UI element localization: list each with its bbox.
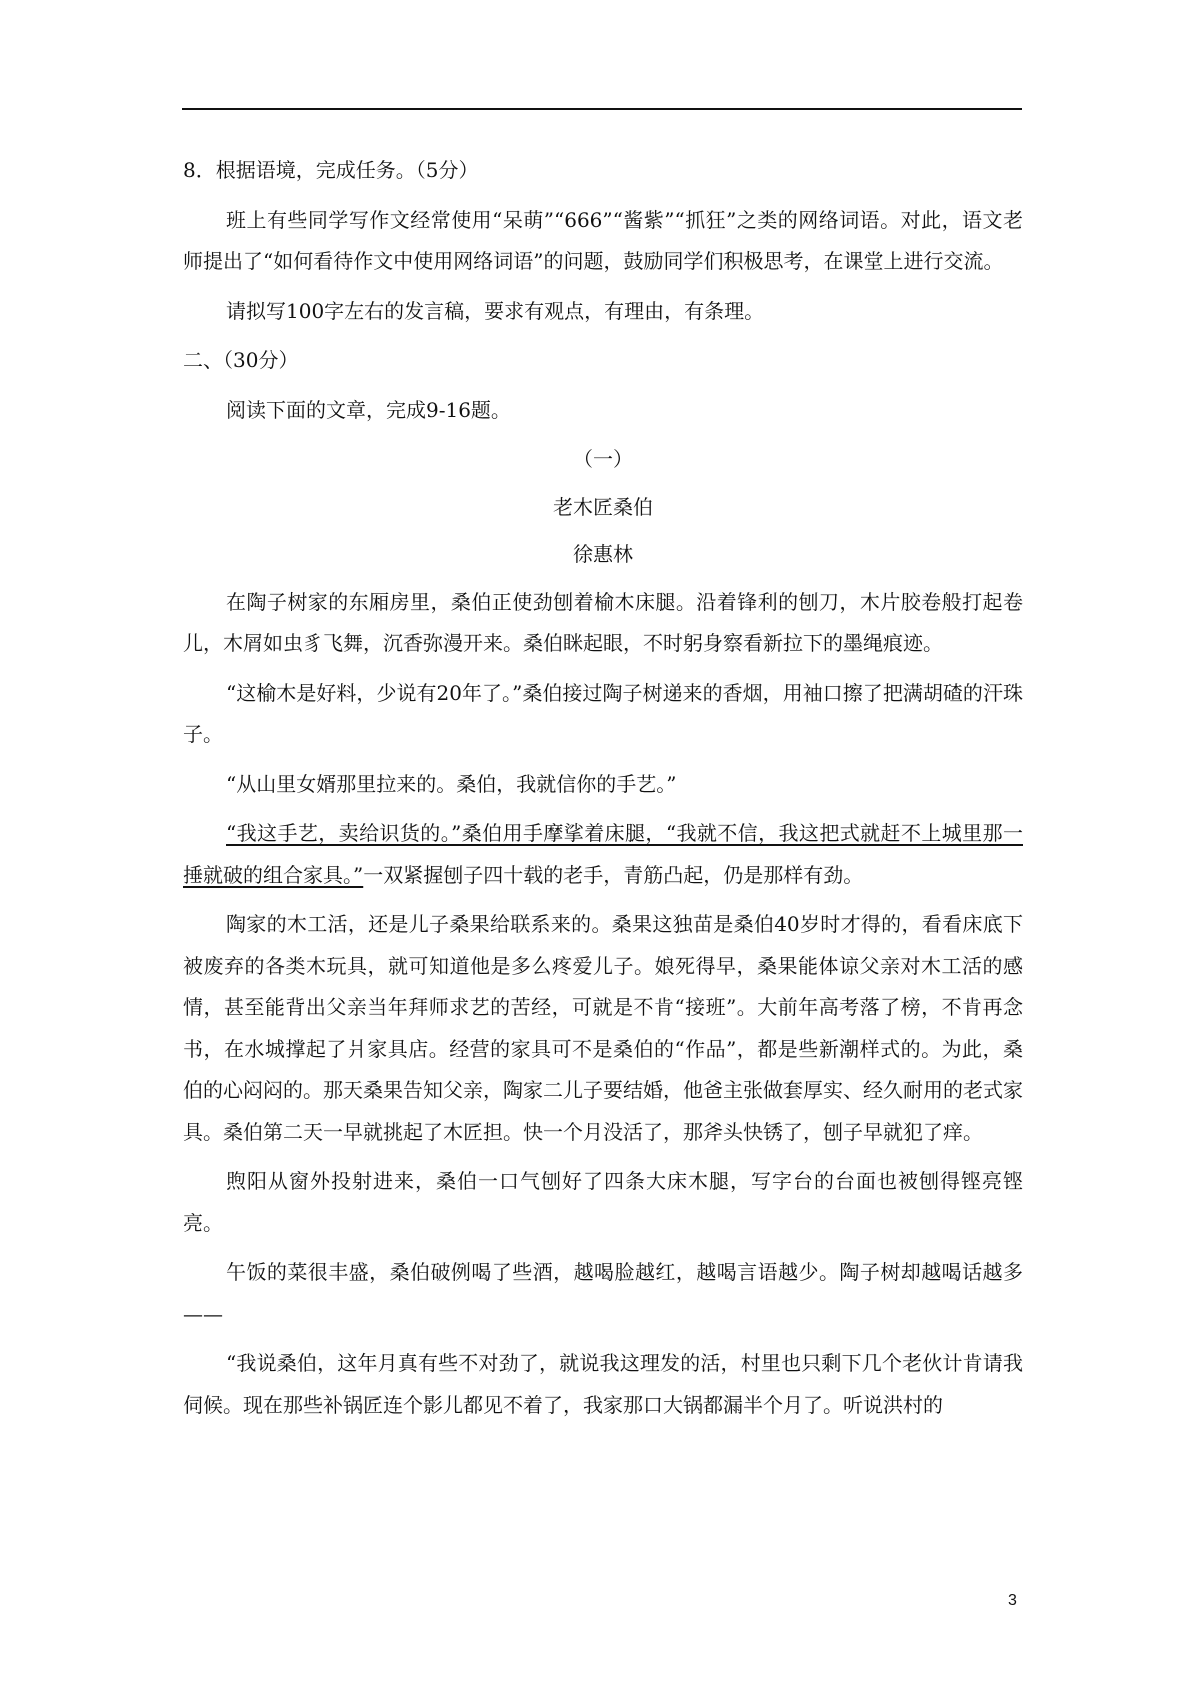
- article-paragraph-3: “从山里女婿那里拉来的。桑伯，我就信你的手艺。”: [226, 771, 677, 796]
- header-rule: [182, 108, 1022, 110]
- article-paragraph-8: “我说桑伯，这年月真有些不对劲了，就说我这理发的活，村里也只剩下几个老伙计肯请我伺候。现在那些补锅匠连个影儿都见不着了，我家那口大锅都漏半个月了。听说洪村的: [183, 1351, 1023, 1417]
- underlined-quote: “我这手艺，卖给识货的。”桑伯用手摩挲着床腿，“我就不信，我这把式就赶不上城里那一捶就破的组合家具。”: [183, 821, 1023, 887]
- article-paragraph-2: “这榆木是好料，少说有20年了。”桑伯接过陶子树递来的香烟，用袖口擦了把满胡碴的汗珠子。: [183, 680, 1023, 746]
- question-8-heading: 8．根据语境，完成任务。（5分）: [183, 158, 479, 182]
- section-2-instruction: 阅读下面的文章，完成9-16题。: [226, 397, 511, 422]
- page-number: 3: [1008, 1592, 1017, 1609]
- article-paragraph-4: [183, 813, 1023, 896]
- article-paragraph-1: 在陶子树家的东厢房里，桑伯正使劲刨着榆木床腿。沿着锋利的刨刀，木片胶卷般打起卷儿，木屑如虫豸飞舞，沉香弥漫开来。桑伯眯起眼，不时躬身察看新拉下的墨绳痕迹。: [183, 589, 1023, 655]
- article-number: （一）: [573, 447, 633, 471]
- question-8-context: 班上有些同学写作文经常使用“呆萌”“666”“酱紫”“抓狂”之类的网络词语。对此，语文老师提出了“如何看待作文中使用网络词语”的问题，鼓励同学们积极思考，在课堂上进行交流。: [183, 207, 1023, 273]
- question-8-task: 请拟写100字左右的发言稿，要求有观点，有理由，有条理。: [226, 298, 765, 323]
- article-paragraph-6: 煦阳从窗外投射进来，桑伯一口气刨好了四条大床木腿，写字台的台面也被刨得铿亮铿亮。: [183, 1169, 1023, 1235]
- paragraph-4-remainder: 一双紧握刨子四十载的老手，青筋凸起，仍是那样有劲。: [363, 862, 864, 887]
- document-body: [183, 150, 1023, 1434]
- article-title: 老木匠桑伯: [553, 494, 653, 519]
- article-paragraph-7: 午饭的菜很丰盛，桑伯破例喝了些酒，越喝脸越红，越喝言语越少。陶子树却越喝话越多——: [183, 1260, 1023, 1326]
- section-2-heading: 二、（30分）: [183, 348, 299, 372]
- article-author: 徐惠林: [573, 542, 633, 566]
- article-paragraph-5: 陶家的木工活，还是儿子桑果给联系来的。桑果这独苗是桑伯40岁时才得的，看看床底下被废弃的各类木玩具，就可知道他是多么疼爱儿子。娘死得早，桑果能体谅父亲对木工活的感情，甚至能背出父亲当年拜师求艺的苦经，可就是不肯“接班”。大前年高考落了榜，不肯再念书，在水城撑起了爿家具店。经营的家具可不是桑伯的“作品”，都是些新潮样式的。为此，桑伯的心闷闷的。那天桑果告知父亲，陶家二儿子要结婚，他爸主张做套厚实、经久耐用的老式家具。桑伯第二天一早就挑起了木匠担。快一个月没活了，那斧头快锈了，刨子早就犯了痒。: [183, 912, 1023, 1144]
